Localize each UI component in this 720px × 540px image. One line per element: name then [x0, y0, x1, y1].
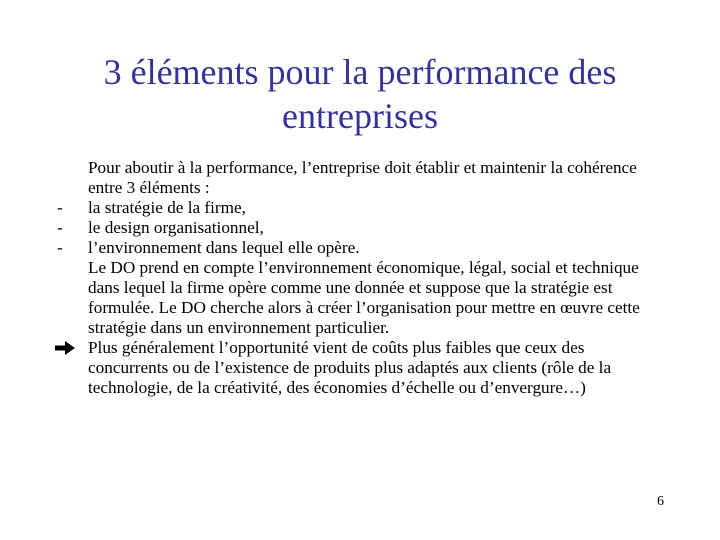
slide-title-line-2: entreprises: [282, 96, 438, 136]
conclusion-paragraph: [55, 338, 665, 398]
dash-bullet: -: [57, 198, 63, 217]
intro-paragraph: [55, 158, 665, 198]
list-item: [55, 238, 665, 258]
list-item-text: la stratégie de la firme,: [88, 198, 246, 217]
intro-text: Pour aboutir à la performance, l’entreprise doit établir et maintenir la cohérence entre 3 éléments :: [88, 158, 637, 197]
right-arrow-icon: [55, 341, 75, 355]
slide-title: [40, 50, 680, 138]
page-number: 6: [657, 494, 664, 509]
slide-body: [55, 158, 665, 398]
do-paragraph-text: Le DO prend en compte l’environnement économique, légal, social et technique dans lequel la firme opère comme une donnée et suppose que la stratégie est formulée. Le DO cherche alors à créer l’organisation pour mettre en œuvre cette stratégie dans un environnement particulier.: [88, 258, 640, 337]
conclusion-text: Plus généralement l’opportunité vient de coûts plus faibles que ceux des concurrents ou de l’existence de produits plus adaptés aux clients (rôle de la technologie, de la créativité, des économies d’échelle ou d’envergure…): [88, 338, 612, 397]
list-item: [55, 218, 665, 238]
do-paragraph: [55, 258, 665, 338]
list-item-text: le design organisationnel,: [88, 218, 264, 237]
dash-bullet: -: [57, 218, 63, 237]
list-item-text: l’environnement dans lequel elle opère.: [88, 238, 360, 257]
dash-bullet: -: [57, 238, 63, 257]
list-item: [55, 198, 665, 218]
slide-title-line-1: 3 éléments pour la performance des: [103, 52, 617, 92]
